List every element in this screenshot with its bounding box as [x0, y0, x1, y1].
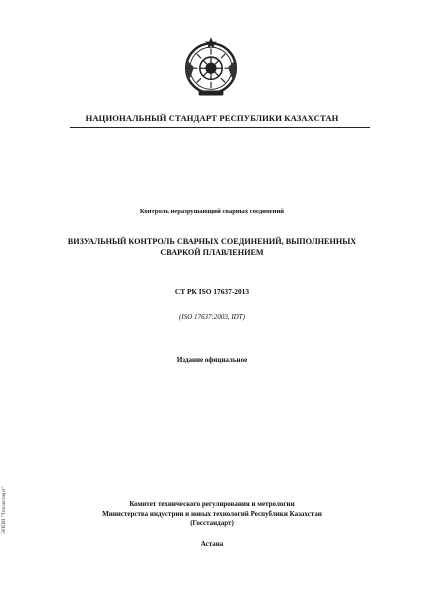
publisher	[0, 500, 424, 529]
document-title-line: ВИЗУАЛЬНЫЙ КОНТРОЛЬ СВАРНЫХ СОЕДИНЕНИЙ, ВЫПОЛНЕННЫХ	[67, 237, 357, 246]
document-title	[0, 237, 424, 258]
side-watermark-note: ЭЛПИ "Техэксперт"	[1, 486, 7, 534]
standard-designation: СТ РК ISO 17637-2013	[174, 287, 250, 296]
standard-series: Контроль неразрушающий сварных соединений	[139, 208, 285, 215]
publication-city: Астана	[200, 540, 224, 548]
document-title-line: СВАРКОЙ ПЛАВЛЕНИЕМ	[160, 247, 264, 257]
edition-label: Издание официальное	[176, 356, 248, 364]
header-divider	[70, 127, 370, 128]
standard-header: НАЦИОНАЛЬНЫЙ СТАНДАРТ РЕСПУБЛИКИ КАЗАХСТАН	[85, 113, 339, 123]
publisher-line: Министерства индустрии и новых технологий Республики Казахстан	[102, 509, 322, 518]
kazakhstan-state-emblem-icon	[180, 36, 242, 98]
publisher-line: Комитет технического регулирования и метрологии	[129, 500, 295, 508]
publisher-line: (Госстандарт)	[190, 519, 234, 528]
iso-reference: (ISO 17637:2003, IDT)	[179, 313, 245, 321]
